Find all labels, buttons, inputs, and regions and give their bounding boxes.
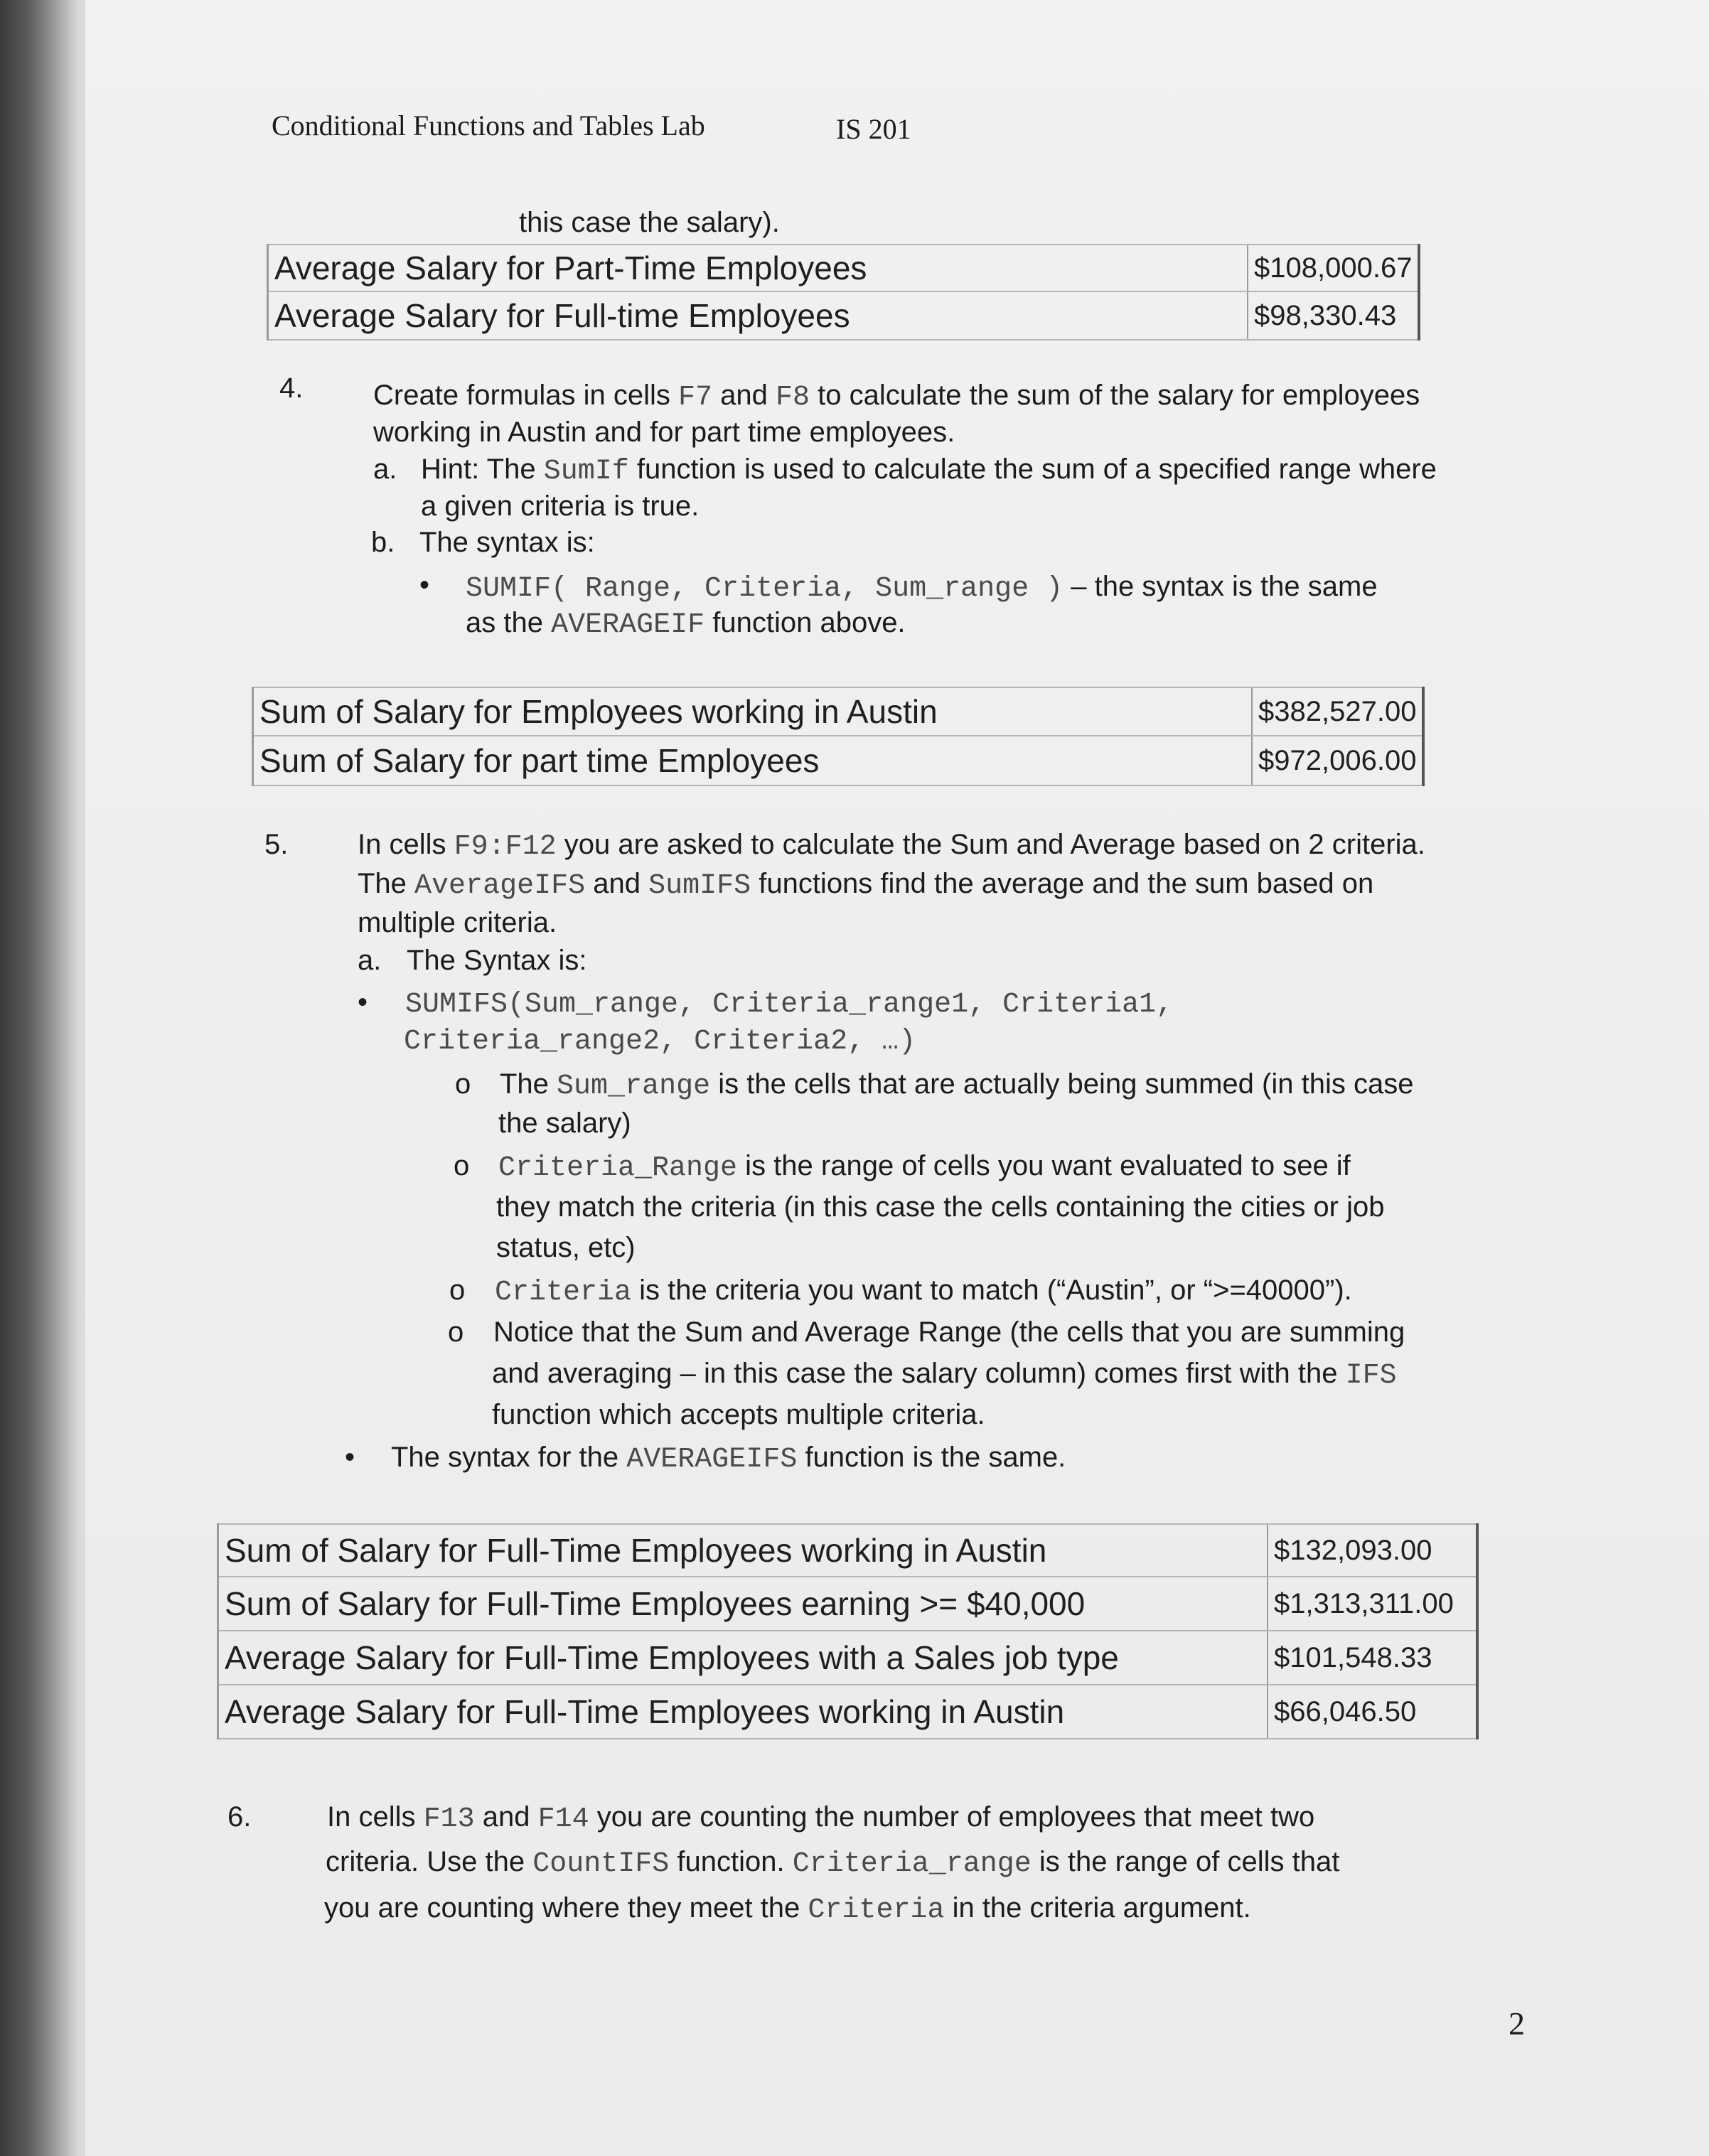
step-number: 5. xyxy=(264,829,289,860)
step4-line2: working in Austin and for part time employees. xyxy=(373,417,955,448)
step5-sub4-line1: Notice that the Sum and Average Range (the cells that you are summing xyxy=(493,1316,1405,1348)
row-value: $1,313,311.00 xyxy=(1268,1577,1477,1631)
step4-a-line2: a given criteria is true. xyxy=(421,490,700,522)
bullet-icon xyxy=(419,565,429,606)
row-label: Average Salary for Full-Time Employees with a Sales job type xyxy=(218,1631,1268,1685)
table-row xyxy=(268,245,1420,291)
step5-sub3-line1: Criteria is the criteria you want to match (“Austin”, or “>=40000”). xyxy=(495,1275,1352,1309)
step5-line3: multiple criteria. xyxy=(358,907,557,938)
row-label: Sum of Salary for Employees working in Austin xyxy=(253,687,1253,736)
step5-a-text: The Syntax is: xyxy=(407,945,587,976)
row-value: $382,527.00 xyxy=(1252,687,1423,736)
row-value: $108,000.67 xyxy=(1248,245,1419,291)
table-row xyxy=(218,1524,1478,1577)
row-label: Average Salary for Full-Time Employees working in Austin xyxy=(218,1685,1268,1739)
row-value: $66,046.50 xyxy=(1268,1685,1477,1739)
page-number: 2 xyxy=(1509,2005,1525,2042)
sub-bullet-icon: o xyxy=(448,1316,464,1348)
bullet-icon xyxy=(358,982,368,1023)
table-row xyxy=(218,1577,1478,1631)
step5-sub1-line2: the salary) xyxy=(498,1108,631,1139)
average-salary-table xyxy=(267,244,1420,340)
step6-line2: criteria. Use the CountIFS function. Criteria_range is the range of cells that xyxy=(326,1846,1340,1880)
step5-bullet2: The syntax for the AVERAGEIFS function is the same. xyxy=(391,1442,1066,1476)
step4-syntax: SUMIF( Range, Criteria, Sum_range ) – the syntax is the same xyxy=(466,571,1378,605)
table-row xyxy=(218,1631,1478,1685)
step5-syntax-line2: Criteria_range2, Criteria2, …) xyxy=(404,1026,916,1058)
sum-salary-table xyxy=(252,687,1425,786)
bullet-icon xyxy=(345,1437,355,1478)
step4-syntax-line2: as the AVERAGEIF function above. xyxy=(466,607,906,641)
row-label: Sum of Salary for Full-Time Employees earning >= $40,000 xyxy=(218,1577,1268,1631)
row-label: Average Salary for Full-time Employees xyxy=(268,291,1248,340)
step5-sub4-line3: function which accepts multiple criteria. xyxy=(492,1399,985,1430)
row-value: $972,006.00 xyxy=(1252,736,1423,785)
row-value: $98,330.43 xyxy=(1248,291,1419,340)
step4-b-marker: b. xyxy=(371,527,395,558)
sub-bullet-icon: o xyxy=(454,1150,470,1181)
step6-line1: In cells F13 and F14 you are counting the number of employees that meet two xyxy=(327,1801,1315,1835)
step5-sub2-line3: status, etc) xyxy=(496,1232,636,1263)
step5-sub2-line2: they match the criteria (in this case the cells containing the cities or job xyxy=(496,1191,1385,1223)
course-code: IS 201 xyxy=(836,113,911,145)
step5-sub2-line1: Criteria_Range is the range of cells you want evaluated to see if xyxy=(498,1150,1351,1184)
step-number: 4. xyxy=(279,372,304,404)
step5-a-marker: a. xyxy=(358,945,382,976)
step5-line1: In cells F9:F12 you are asked to calculate the Sum and Average based on 2 criteria. xyxy=(358,829,1425,863)
step4-a-line1: Hint: The SumIf function is used to calculate the sum of a specified range where xyxy=(421,454,1437,488)
row-label: Average Salary for Part-Time Employees xyxy=(268,245,1248,291)
step-number: 6. xyxy=(227,1801,252,1833)
row-value: $132,093.00 xyxy=(1268,1524,1477,1577)
step4-a-marker: a. xyxy=(373,454,397,485)
step5-sub1-line1: The Sum_range is the cells that are actually being summed (in this case xyxy=(500,1068,1414,1103)
step5-line2: The AverageIFS and SumIFS functions find the average and the sum based on xyxy=(358,868,1374,902)
row-label: Sum of Salary for Full-Time Employees working in Austin xyxy=(218,1524,1268,1577)
table-row xyxy=(253,687,1424,736)
ifs-results-table xyxy=(217,1523,1479,1739)
row-label: Sum of Salary for part time Employees xyxy=(253,736,1253,785)
table-row xyxy=(268,291,1420,340)
sub-bullet-icon: o xyxy=(455,1068,471,1100)
step4-b-text: The syntax is: xyxy=(419,527,595,558)
step5-sub4-line2: and averaging – in this case the salary column) comes first with the IFS xyxy=(492,1358,1397,1392)
step5-syntax-line1: SUMIFS(Sum_range, Criteria_range1, Criteria1, xyxy=(405,989,1174,1021)
step6-line3: you are counting where they meet the Criteria in the criteria argument. xyxy=(324,1892,1251,1926)
table-row xyxy=(218,1685,1478,1739)
step4-line1: Create formulas in cells F7 and F8 to calculate the sum of the salary for employees xyxy=(373,380,1420,414)
sub-bullet-icon: o xyxy=(449,1275,466,1306)
document-title: Conditional Functions and Tables Lab xyxy=(272,109,705,141)
row-value: $101,548.33 xyxy=(1268,1631,1477,1685)
carryover-text: this case the salary). xyxy=(519,207,780,238)
table-row xyxy=(253,736,1424,785)
